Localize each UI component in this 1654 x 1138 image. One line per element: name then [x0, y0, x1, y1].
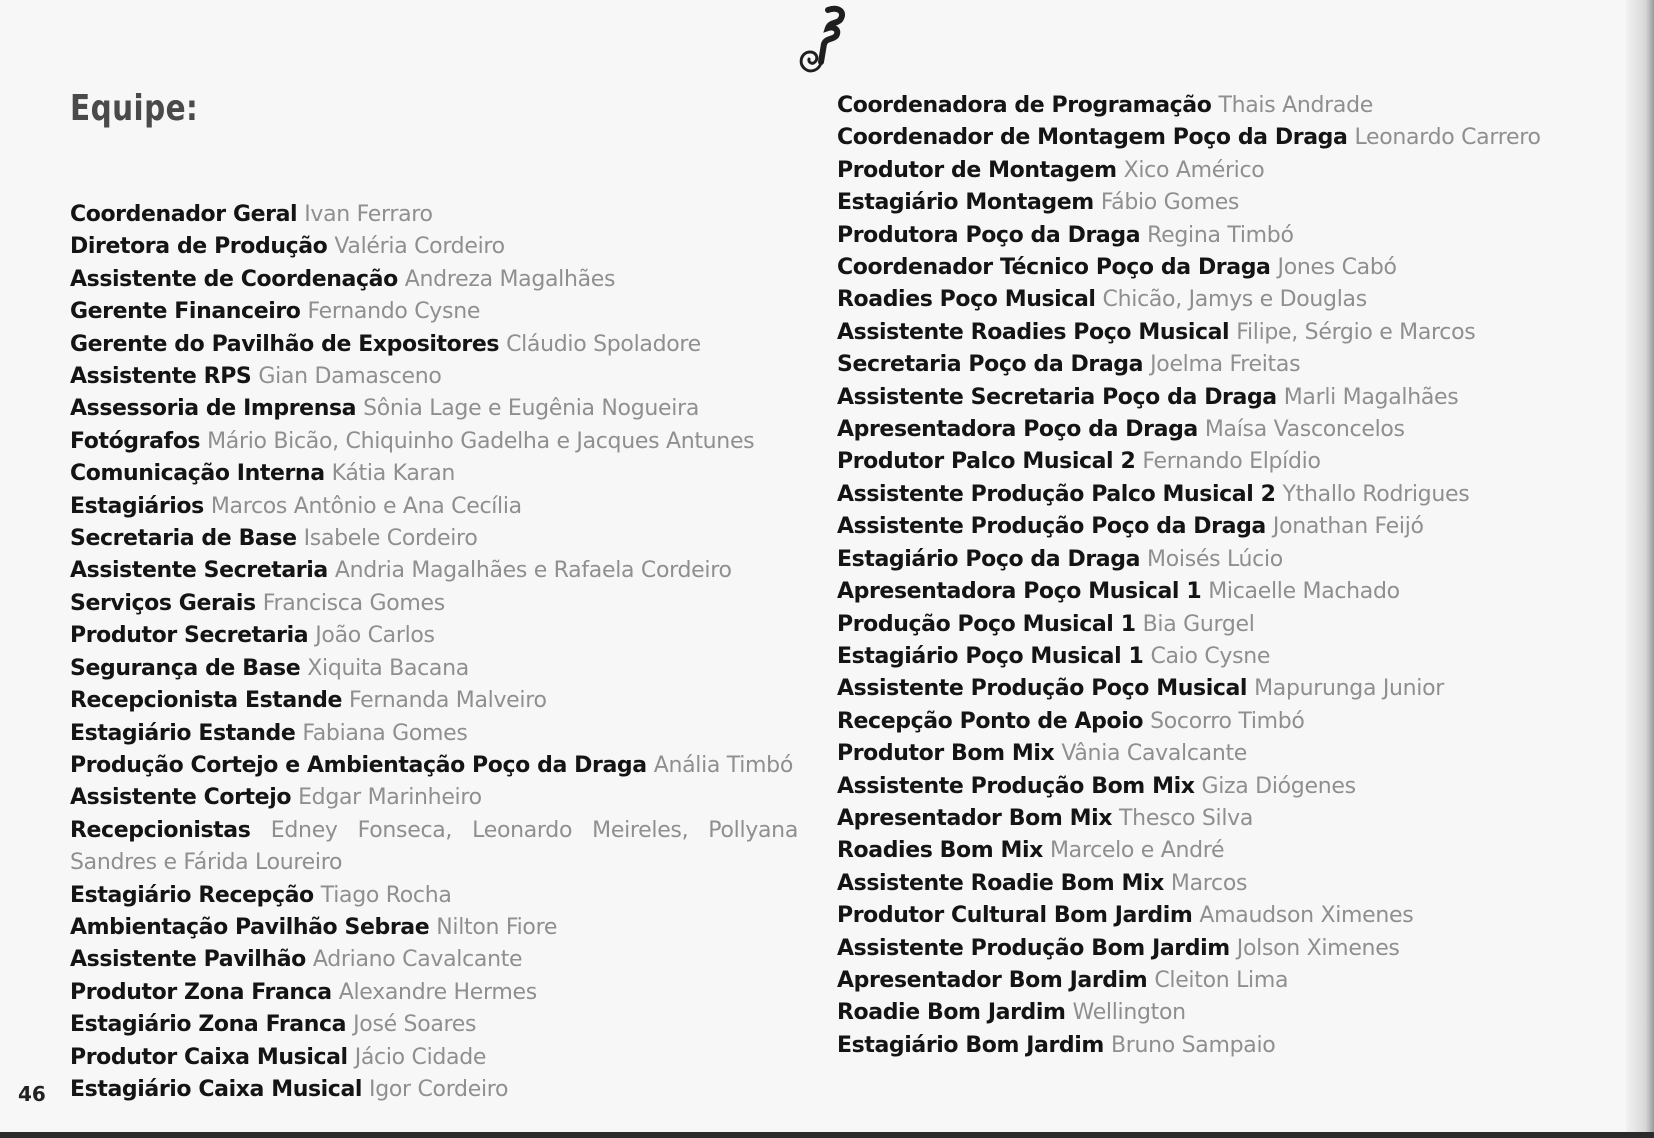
credit-role: Segurança de Base — [70, 655, 301, 681]
book-gutter-shadow — [1626, 0, 1654, 1138]
credit-role: Gerente Financeiro — [70, 299, 301, 325]
credit-entry — [837, 155, 1617, 187]
credit-entry — [837, 803, 1617, 835]
credit-entry — [837, 382, 1617, 414]
credit-name: Jolson Ximenes — [1236, 935, 1400, 961]
credit-role: Estagiário Montagem — [837, 190, 1094, 216]
credit-role: Produtor Palco Musical 2 — [837, 449, 1136, 475]
credit-entry — [837, 835, 1617, 867]
credit-name: Isabele Cordeiro — [303, 526, 478, 552]
credit-name: Giza Diógenes — [1201, 773, 1356, 799]
credit-entry — [837, 706, 1617, 738]
credit-role: Assessoria de Imprensa — [70, 396, 357, 422]
credit-entry — [837, 349, 1617, 381]
credit-entry — [837, 576, 1617, 608]
credit-entry — [837, 738, 1617, 770]
credit-entry — [70, 296, 810, 328]
credit-name: Nilton Fiore — [436, 914, 558, 940]
credit-role: Produtor Cultural Bom Jardim — [837, 903, 1193, 929]
credit-entry — [70, 912, 810, 944]
credit-entry — [837, 673, 1617, 705]
credit-name: Amaudson Ximenes — [1199, 903, 1414, 929]
credit-entry — [837, 609, 1617, 641]
credit-role: Produção Cortejo e Ambientação Poço da Draga — [70, 752, 647, 778]
credit-name: Ythallo Rodrigues — [1282, 481, 1470, 507]
credit-entry — [70, 685, 810, 717]
credit-entry — [837, 252, 1617, 284]
credit-role: Produtor Zona Franca — [70, 979, 332, 1005]
credit-name: Igor Cordeiro — [369, 1076, 509, 1102]
credit-name: Moisés Lúcio — [1147, 546, 1283, 572]
credit-role: Assistente Produção Poço Musical — [837, 676, 1248, 702]
credit-entry — [70, 361, 810, 393]
credit-name: Sônia Lage e Eugênia Nogueira — [363, 396, 699, 422]
credit-name: Jonathan Feijó — [1272, 514, 1424, 540]
credit-entry — [70, 555, 810, 587]
credit-entry — [70, 880, 810, 912]
credit-role: Apresentador Bom Mix — [837, 805, 1113, 831]
credit-name: Fábio Gomes — [1100, 190, 1240, 216]
credit-role: Produtor Bom Mix — [837, 741, 1055, 767]
credit-name: Kátia Karan — [331, 461, 456, 487]
credit-name: João Carlos — [315, 623, 435, 649]
credit-entry — [837, 511, 1617, 543]
credit-entry — [837, 641, 1617, 673]
credit-name: Adriano Cavalcante — [312, 947, 523, 973]
credit-entry — [70, 815, 798, 880]
credit-entry — [70, 426, 810, 458]
credit-entry — [70, 1009, 810, 1041]
credit-role: Produção Poço Musical 1 — [837, 611, 1136, 637]
credit-name: Leonardo Carrero — [1354, 125, 1541, 151]
credit-name: Xico Américo — [1123, 157, 1265, 183]
credit-role: Secretaria Poço da Draga — [837, 352, 1144, 378]
credit-role: Assistente RPS — [70, 364, 252, 390]
credit-entry — [70, 393, 810, 425]
credit-name: Edney Fonseca, Leonardo Meireles, Pollyana Sandres e Fárida Loureiro — [70, 817, 799, 876]
credit-name: Regina Timbó — [1147, 222, 1294, 248]
credit-entry — [837, 771, 1617, 803]
credit-entry — [837, 479, 1617, 511]
credit-entry — [70, 653, 810, 685]
credit-role: Serviços Gerais — [70, 590, 256, 616]
credit-entry — [837, 122, 1617, 154]
credit-role: Coordenadora de Programação — [837, 93, 1212, 118]
credit-name: Valéria Cordeiro — [334, 234, 505, 260]
credit-entry — [70, 620, 810, 652]
credit-role: Estagiários — [70, 493, 204, 519]
credit-role: Roadies Poço Musical — [837, 287, 1096, 313]
page-title: Equipe: — [70, 88, 199, 129]
credit-name: Francisca Gomes — [262, 590, 445, 616]
credit-name: Fernando Cysne — [307, 299, 481, 325]
credit-entry — [70, 458, 810, 490]
credit-role: Roadies Bom Mix — [837, 838, 1043, 864]
credit-entry — [837, 446, 1617, 478]
credit-role: Assistente Produção Bom Mix — [837, 773, 1195, 799]
credit-role: Assistente Secretaria Poço da Draga — [837, 384, 1277, 410]
credits-left-column — [70, 199, 810, 1106]
credit-name: Gian Damasceno — [258, 364, 442, 390]
credit-role: Assistente Pavilhão — [70, 947, 306, 973]
credit-name: Alexandre Hermes — [338, 979, 537, 1005]
credit-entry — [837, 90, 1617, 122]
credit-entry — [70, 782, 810, 814]
credit-role: Comunicação Interna — [70, 461, 325, 487]
credit-name: Maísa Vasconcelos — [1204, 417, 1405, 443]
credit-name: Vânia Cavalcante — [1061, 741, 1248, 767]
credit-entry — [837, 414, 1617, 446]
credit-name: Mário Bicão, Chiquinho Gadelha e Jacques Antunes — [207, 428, 755, 454]
credit-role: Estagiário Zona Franca — [70, 1012, 347, 1038]
credit-entry — [70, 750, 810, 782]
credit-name: Edgar Marinheiro — [298, 785, 482, 811]
credit-entry — [70, 264, 810, 296]
credit-name: Bruno Sampaio — [1110, 1032, 1276, 1058]
credit-role: Apresentador Bom Jardim — [837, 967, 1148, 993]
credit-name: Cleiton Lima — [1154, 967, 1289, 993]
credit-role: Roadie Bom Jardim — [837, 1000, 1066, 1026]
credit-name: Jácio Cidade — [354, 1044, 487, 1070]
credit-role: Estagiário Recepção — [70, 882, 314, 908]
credit-role: Produtora Poço da Draga — [837, 222, 1141, 248]
credit-role: Estagiário Bom Jardim — [837, 1032, 1104, 1058]
credit-role: Assistente Produção Palco Musical 2 — [837, 481, 1276, 507]
credit-entry — [70, 329, 810, 361]
credit-role: Apresentadora Poço da Draga — [837, 417, 1198, 443]
credit-name: Thais Andrade — [1218, 93, 1373, 118]
credit-entry — [837, 317, 1617, 349]
credit-name: Andreza Magalhães — [404, 266, 616, 292]
credit-name: Marli Magalhães — [1283, 384, 1459, 410]
credit-role: Estagiário Poço da Draga — [837, 546, 1141, 572]
credit-name: Tiago Rocha — [320, 882, 452, 908]
credit-name: Xiquita Bacana — [307, 655, 469, 681]
credit-entry — [837, 187, 1617, 219]
credit-name: Fernanda Malveiro — [349, 688, 547, 714]
credit-role: Estagiário Caixa Musical — [70, 1076, 363, 1102]
credit-entry — [837, 284, 1617, 316]
credit-role: Produtor de Montagem — [837, 157, 1117, 183]
credit-role: Recepção Ponto de Apoio — [837, 708, 1144, 734]
credit-entry — [70, 944, 810, 976]
credit-entry — [70, 718, 810, 750]
musical-note-logo-icon — [788, 4, 848, 76]
credit-name: Chicão, Jamys e Douglas — [1102, 287, 1367, 313]
page-number: 46 — [18, 1082, 46, 1106]
credit-name: Socorro Timbó — [1150, 708, 1305, 734]
credit-entry — [837, 933, 1617, 965]
credit-name: Cláudio Spoladore — [506, 331, 701, 357]
credit-entry — [837, 868, 1617, 900]
credit-role: Produtor Secretaria — [70, 623, 309, 649]
credit-role: Apresentadora Poço Musical 1 — [837, 579, 1202, 605]
credit-role: Coordenador Técnico Poço da Draga — [837, 255, 1271, 281]
credit-role: Coordenador de Montagem Poço da Draga — [837, 125, 1348, 151]
credit-role: Ambientação Pavilhão Sebrae — [70, 914, 430, 940]
credit-role: Fotógrafos — [70, 428, 201, 454]
credit-entry — [70, 523, 810, 555]
credit-name: Ivan Ferraro — [304, 202, 433, 227]
credit-role: Produtor Caixa Musical — [70, 1044, 348, 1070]
credit-entry — [837, 1030, 1617, 1062]
credit-entry — [70, 977, 810, 1009]
credit-role: Assistente Produção Poço da Draga — [837, 514, 1266, 540]
credit-role: Recepcionistas — [70, 817, 251, 843]
credit-name: Micaelle Machado — [1208, 579, 1400, 605]
credits-right-column — [837, 90, 1617, 1062]
credit-entry — [837, 900, 1617, 932]
credit-entry — [70, 1042, 810, 1074]
credit-name: Filipe, Sérgio e Marcos — [1236, 319, 1476, 345]
credit-name: Wellington — [1072, 1000, 1186, 1026]
credit-name: Bia Gurgel — [1142, 611, 1255, 637]
credit-role: Secretaria de Base — [70, 526, 297, 552]
credit-role: Estagiário Poço Musical 1 — [837, 643, 1144, 669]
credit-name: Marcos Antônio e Ana Cecília — [210, 493, 522, 519]
credit-name: Thesco Silva — [1119, 805, 1254, 831]
credit-role: Estagiário Estande — [70, 720, 296, 746]
credit-entry — [837, 965, 1617, 997]
credit-role: Assistente Roadie Bom Mix — [837, 870, 1164, 896]
credit-entry — [837, 220, 1617, 252]
credit-entry — [837, 544, 1617, 576]
credit-role: Assistente Cortejo — [70, 785, 292, 811]
credit-name: Marcos — [1170, 870, 1248, 896]
credit-role: Gerente do Pavilhão de Expositores — [70, 331, 500, 357]
credit-entry — [70, 199, 810, 231]
credit-role: Diretora de Produção — [70, 234, 328, 260]
credit-entry — [70, 588, 810, 620]
credit-role: Assistente de Coordenação — [70, 266, 398, 292]
credit-role: Coordenador Geral — [70, 202, 298, 227]
credit-role: Assistente Roadies Poço Musical — [837, 319, 1230, 345]
credit-entry — [70, 491, 810, 523]
page-bottom-edge — [0, 1132, 1654, 1138]
credit-name: Caio Cysne — [1150, 643, 1271, 669]
credit-name: Fernando Elpídio — [1142, 449, 1321, 475]
credit-entry — [837, 997, 1617, 1029]
credit-name: Joelma Freitas — [1150, 352, 1301, 378]
credit-role: Recepcionista Estande — [70, 688, 343, 714]
credit-name: Fabiana Gomes — [302, 720, 468, 746]
credit-role: Assistente Produção Bom Jardim — [837, 935, 1230, 961]
credit-name: Marcelo e André — [1049, 838, 1225, 864]
credit-name: Mapurunga Junior — [1254, 676, 1445, 702]
credit-name: Anália Timbó — [653, 752, 794, 778]
credit-name: Andria Magalhães e Rafaela Cordeiro — [334, 558, 732, 584]
credit-name: Jones Cabó — [1277, 255, 1397, 281]
credit-entry — [70, 1074, 810, 1106]
credit-entry — [70, 231, 810, 263]
credit-role: Assistente Secretaria — [70, 558, 328, 584]
credit-name: José Soares — [353, 1012, 477, 1038]
